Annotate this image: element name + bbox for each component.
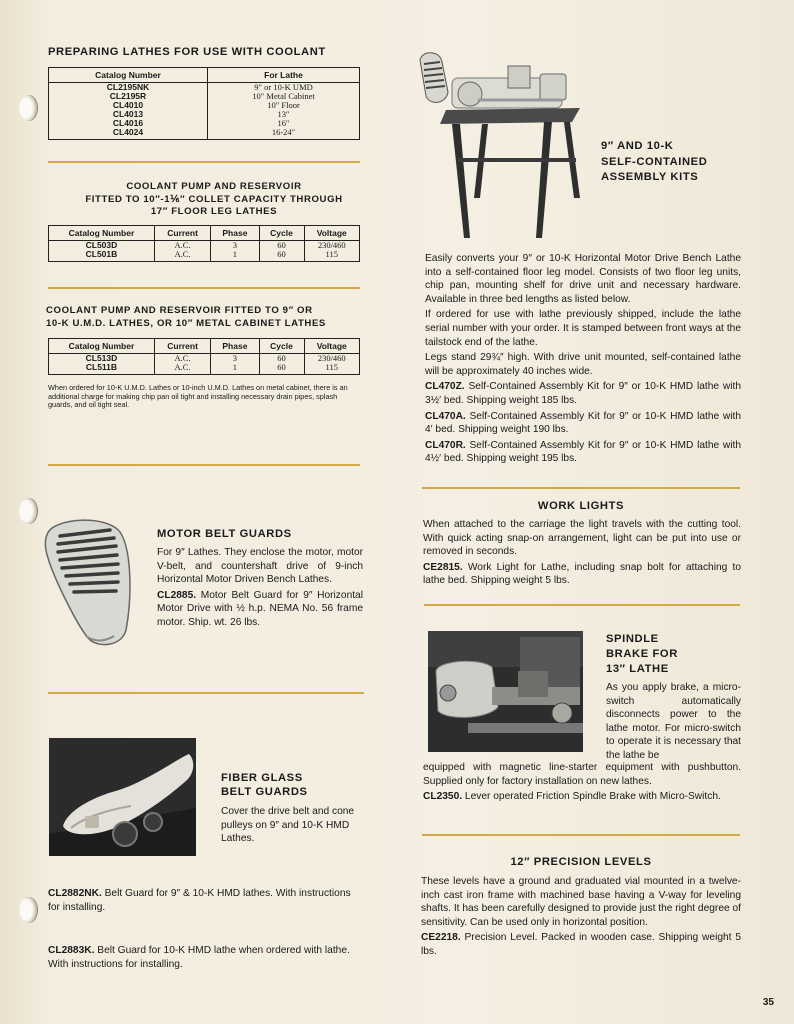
spindle-brake-desc-b: equipped with magnetic line-starter equipment with pushbutton. Supplied only for factory installation on new lathes. [423,762,741,787]
table-header: Cycle [259,226,304,241]
item-code: CL470A. [425,410,466,422]
table-header: Cycle [259,339,304,354]
assembly-paragraph: If ordered for use with lathe previously shipped, include the lathe serial number with your order. It is stamped between front ways at the tailstock end of the lathe. [425,309,741,348]
work-lights-desc: When attached to the carriage the light travels with the cutting tool. With quick acting snap-on arrangement, light can be put into use or removed in seconds. [423,519,741,558]
table-cell: 60 [277,240,286,250]
binder-hole [19,498,37,524]
lathe-type: 16″ [277,118,290,128]
title-line: COOLANT PUMP AND RESERVOIR FITTED TO 9″ OR [46,305,313,316]
binder-hole [19,897,37,923]
lathe-type: 10″ Metal Cabinet [252,91,315,101]
fiber-glass-guard-photo [49,738,196,856]
item-code: CE2218. [421,932,461,944]
lathe-type: 9″ or 10-K UMD [254,82,313,92]
assembly-item [425,380,741,407]
table-cell: 1 [232,362,238,372]
catalog-number: CL4024 [112,127,144,137]
item-text: Self-Contained Assembly Kit for 9″ or 10-K HMD lathe with 4′ bed. Shipping weight 190 lbs. [425,410,741,436]
item-text: Precision Level. Packed in wooden case. Shipping weight 5 lbs. [421,932,741,957]
lathe-column [208,83,360,140]
spindle-brake-title [606,632,678,676]
spindle-brake-item [423,790,741,804]
assembly-paragraph: Legs stand 29¾″ high. With drive unit mounted, self-contained lathe will be approximately 40 inches wide. [425,352,741,377]
table-cell: 115 [325,362,338,372]
motor-guards-text [157,546,363,632]
table-cell: 60 [277,249,286,259]
title-line: BRAKE FOR [606,647,678,660]
title-line: FIBER GLASS [221,772,303,784]
lathe-type: 10″ Floor [267,100,300,110]
table-cell: 60 [277,353,286,363]
table-cell: 115 [325,249,338,259]
table-cell: A.C. [174,240,191,250]
table-header: Phase [211,226,259,241]
table-header: Current [154,226,210,241]
assembly-kit-illustration [412,48,584,244]
table-header: Phase [211,339,259,354]
title-line: 13″ LATHE [606,662,669,675]
section-divider [48,161,360,163]
item-text: Lever operated Friction Spindle Brake with Micro-Switch. [464,791,721,803]
work-lights-item [423,561,741,588]
title-line: 9″ AND 10-K [601,140,674,152]
fiber-guards-title [221,771,308,800]
fiber-guards-desc: Cover the drive belt and cone pulleys on 9″ and 10-K HMD Lathes. [221,806,355,845]
levels-desc: These levels have a ground and graduated vial mounted in a twelve-inch cast iron frame with machined base having a V-way for leveling shafts. It has been carefully designed to provide just the right degree of sensitivity. Can be used only in horizontal position. [421,876,741,928]
catalog-number-column [49,83,208,140]
table-header: Catalog Number [49,226,155,241]
lathe-type: 16-24″ [271,127,296,137]
item-text: Self-Contained Assembly Kit for 9″ or 10-K HMD lathe with 3½′ bed. Shipping weight 185 lbs. [425,381,741,406]
title-line: COOLANT PUMP AND RESERVOIR [126,181,302,192]
spindle-brake-photo [428,631,583,752]
item-code: CL2350. [423,791,463,803]
coolant-title: PREPARING LATHES FOR USE WITH COOLANT [48,46,326,58]
spindle-brake-text [423,761,741,806]
pump-umd-title [46,305,362,331]
table-cell: 3 [232,240,238,250]
title-line: 17″ FLOOR LEG LATHES [150,206,278,218]
table-cell: CL503D [85,240,118,250]
table-cell: A.C. [174,353,191,363]
coolant-note: When ordered for 10-K U.M.D. Lathes or 10-inch U.M.D. Lathes on metal cabinet, there is an additional charge for making chip pan oil tight and installing necessary drain pipes, splash guards, and oil tight seal. [48,383,348,410]
item-code: CE2815. [423,561,463,573]
title-line: SELF-CONTAINED [601,155,708,168]
motor-belt-guard-illustration [40,518,138,650]
title-line: 10-K U.M.D. LATHES, OR 10″ METAL CABINET LATHES [46,317,326,329]
fiber-guards-item-2 [48,944,364,971]
table-cell: A.C. [174,362,191,372]
pump-fitted-title [48,181,380,219]
item-text: Belt Guard for 9″ & 10-K HMD lathes. With instructions for installing. [48,888,351,913]
item-code: CL2883K. [48,945,95,956]
title-line: ASSEMBLY KITS [601,171,699,184]
work-lights-text [423,518,741,590]
section-divider [422,487,740,489]
table-cell: 230/460 [317,353,346,363]
item-text: Belt Guard for 10-K HMD lathe when ordered with lathe. With instructions for installing. [48,945,350,970]
catalog-number: CL4010 [112,100,144,110]
title-line: FITTED TO 10″-1⅙″ COLLET CAPACITY THROUGH [85,193,343,205]
section-divider [424,604,740,606]
assembly-kits-text [425,252,741,468]
table-cell: 3 [232,353,238,363]
table-rows [49,241,360,262]
title-line: SPINDLE [606,633,659,645]
item-code: CL470R. [425,439,466,451]
page-number: 35 [762,997,774,1008]
assembly-item [425,439,741,466]
work-lights-title: WORK LIGHTS [537,500,625,512]
table-header: Catalog Number [49,68,208,83]
levels-item [421,931,741,958]
table-header: Voltage [304,226,360,241]
assembly-paragraph: Easily converts your 9″ or 10-K Horizontal Motor Drive Bench Lathe into a self-contained floor leg model. Consists of two floor leg units, chip pan, mounting shelf for drive unit and necessary hardware. Available in three bed lengths as listed below. [425,253,741,305]
table-cell: CL511B [85,362,118,372]
section-divider [48,287,360,289]
table-header: Catalog Number [49,339,155,354]
table-cell: CL501B [85,249,118,259]
catalog-number: CL2195R [109,91,147,101]
spindle-brake-desc-a: As you apply brake, a micro-switch automatically disconnects power to the lathe motor. For micro-switch to operate it is necessary that the lathe be [606,682,741,761]
title-line: BELT GUARDS [221,786,308,799]
pump-floor-table [48,225,360,262]
item-code: CL2885. [157,589,197,601]
item-text: Work Light for Lathe, including snap bolt for attaching to lathe bed. Shipping weight 5 lbs. [423,561,741,587]
coolant-lathe-table [48,67,360,140]
precision-levels-title: 12″ PRECISION LEVELS [510,856,652,868]
item-text: Self-Contained Assembly Kit for 9″ or 10-K HMD lathe with 4½′ bed. Shipping weight 195 lbs. [425,439,741,465]
assembly-item [425,410,741,437]
table-rows [49,354,360,375]
table-cell: 60 [277,362,286,372]
item-text: Motor Belt Guard for 9″ Horizontal Motor Drive with ½ h.p. NEMA No. 56 frame motor. Ship. wt. 26 lbs. [157,589,363,628]
precision-levels-text [421,875,741,961]
item-code: CL470Z. [425,381,465,393]
table-cell: 1 [232,249,238,259]
table-header: Voltage [304,339,360,354]
assembly-kits-title [601,139,707,186]
pump-umd-table [48,338,360,375]
motor-guards-desc: For 9″ Lathes. They enclose the motor, motor V-belt, and countershaft drive of 9-inch Horizontal Motor Driven Bench Lathes. [157,547,363,586]
table-header: Current [154,339,210,354]
table-cell: CL513D [85,353,118,363]
section-divider [422,834,740,836]
item-code: CL2882NK. [48,888,102,899]
lathe-type: 13″ [277,109,290,119]
table-header: For Lathe [208,68,360,83]
section-divider [48,464,360,466]
section-divider [48,692,364,694]
catalog-number: CL2195NK [106,82,150,92]
catalog-number: CL4016 [112,118,144,128]
motor-guards-title: MOTOR BELT GUARDS [157,528,292,540]
motor-guards-item [157,589,363,630]
catalog-number: CL4013 [112,109,144,119]
binder-hole [19,95,37,121]
fiber-guards-item-1 [48,887,364,914]
table-cell: A.C. [174,249,191,259]
table-cell: 230/460 [317,240,346,250]
